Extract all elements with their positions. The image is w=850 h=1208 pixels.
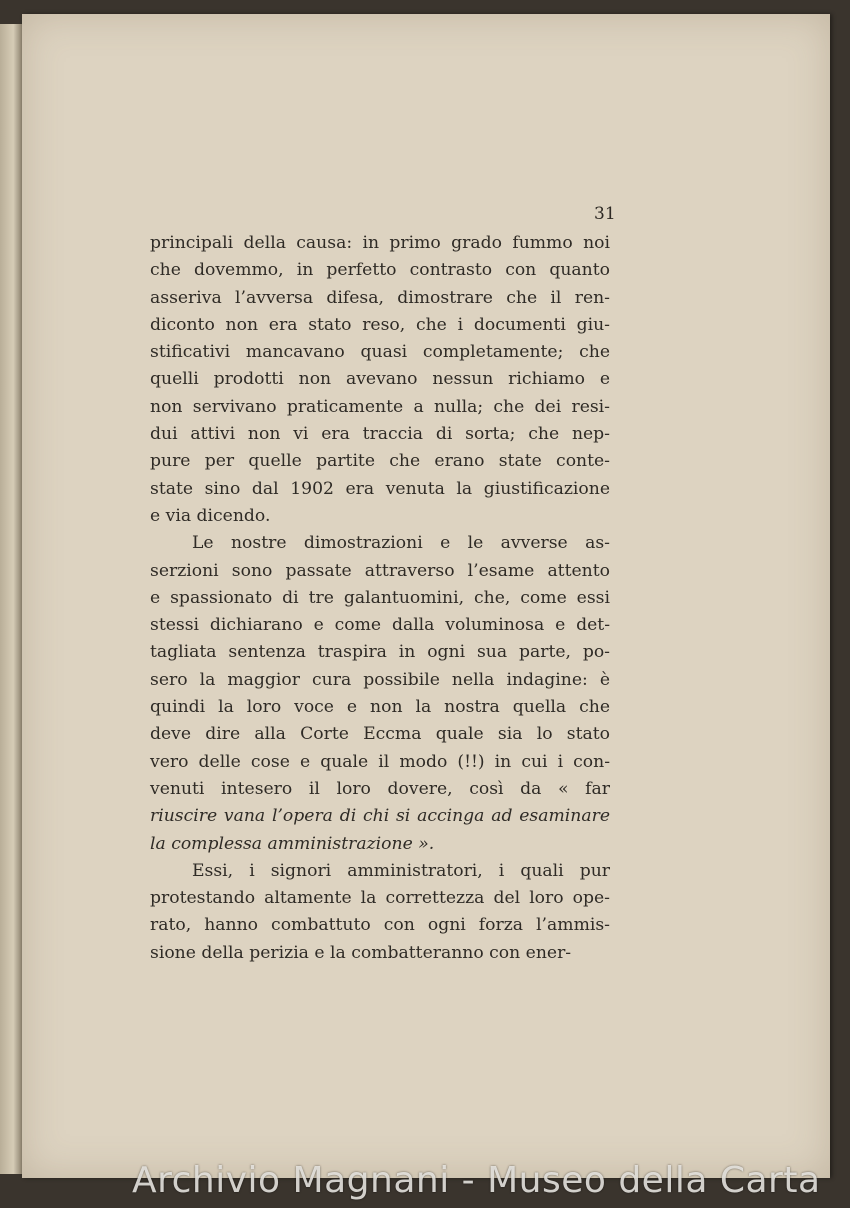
text-line: pure per quelle partite che erano state conte- — [150, 451, 610, 472]
text-line: e via dicendo. — [150, 505, 271, 526]
text-line: serzioni sono passate attraverso l’esame attento — [150, 560, 610, 581]
text-line: quindi la loro voce e non la nostra quella che — [150, 697, 610, 718]
text-line: diconto non era stato reso, che i documenti giu- — [150, 314, 610, 335]
text-line: asseriva l’avversa difesa, dimostrare che il ren- — [150, 287, 610, 308]
text-line: dui attivi non vi era traccia di sorta; che nep- — [150, 424, 610, 445]
text-line: che dovemmo, in perfetto contrasto con quanto — [150, 260, 610, 281]
text-line: Le nostre dimostrazioni e le avverse as- — [192, 533, 610, 554]
text-line: sione della perizia e la combatteranno con ener- — [150, 942, 572, 963]
page-number: 31 — [594, 204, 616, 224]
text-line: non servivano praticamente a nulla; che dei resi- — [150, 396, 610, 417]
paragraph — [150, 858, 610, 967]
previous-page-edge — [0, 24, 22, 1174]
text-line: la complessa amministrazione ». — [150, 833, 435, 854]
paragraph — [150, 230, 610, 530]
text-line: tagliata sentenza traspira in ogni sua parte, po- — [150, 642, 610, 663]
archive-watermark: Archivio Magnani - Museo della Carta — [132, 1160, 821, 1201]
text-line: quelli prodotti non avevano nessun richiamo e — [150, 369, 610, 390]
text-line: riuscire vana l’opera di chi si accinga ad esaminare — [150, 806, 610, 827]
text-line: Essi, i signori amministratori, i quali pur — [192, 860, 610, 881]
text-line: vero delle cose e quale il modo (!!) in cui i con- — [150, 751, 610, 772]
text-line: stessi dichiarano e come dalla voluminosa e det- — [150, 615, 610, 636]
text-line: stificativi mancavano quasi completamente; che — [150, 342, 610, 363]
text-line: e spassionato di tre galantuomini, che, come essi — [150, 587, 610, 608]
text-line: venuti intesero il loro dovere, così da « far — [150, 778, 610, 799]
body-text — [150, 230, 610, 967]
text-line: state sino dal 1902 era venuta la giustificazione — [150, 478, 610, 499]
text-line: sero la maggior cura possibile nella indagine: è — [150, 669, 610, 690]
text-line: deve dire alla Corte Eccma quale sia lo stato — [150, 724, 610, 745]
text-line: principali della causa: in primo grado fummo noi — [150, 233, 610, 253]
text-line: rato, hanno combattuto con ogni forza l’ammis- — [150, 915, 610, 936]
paragraph — [150, 530, 610, 858]
text-line: protestando altamente la correttezza del loro ope- — [150, 888, 610, 909]
